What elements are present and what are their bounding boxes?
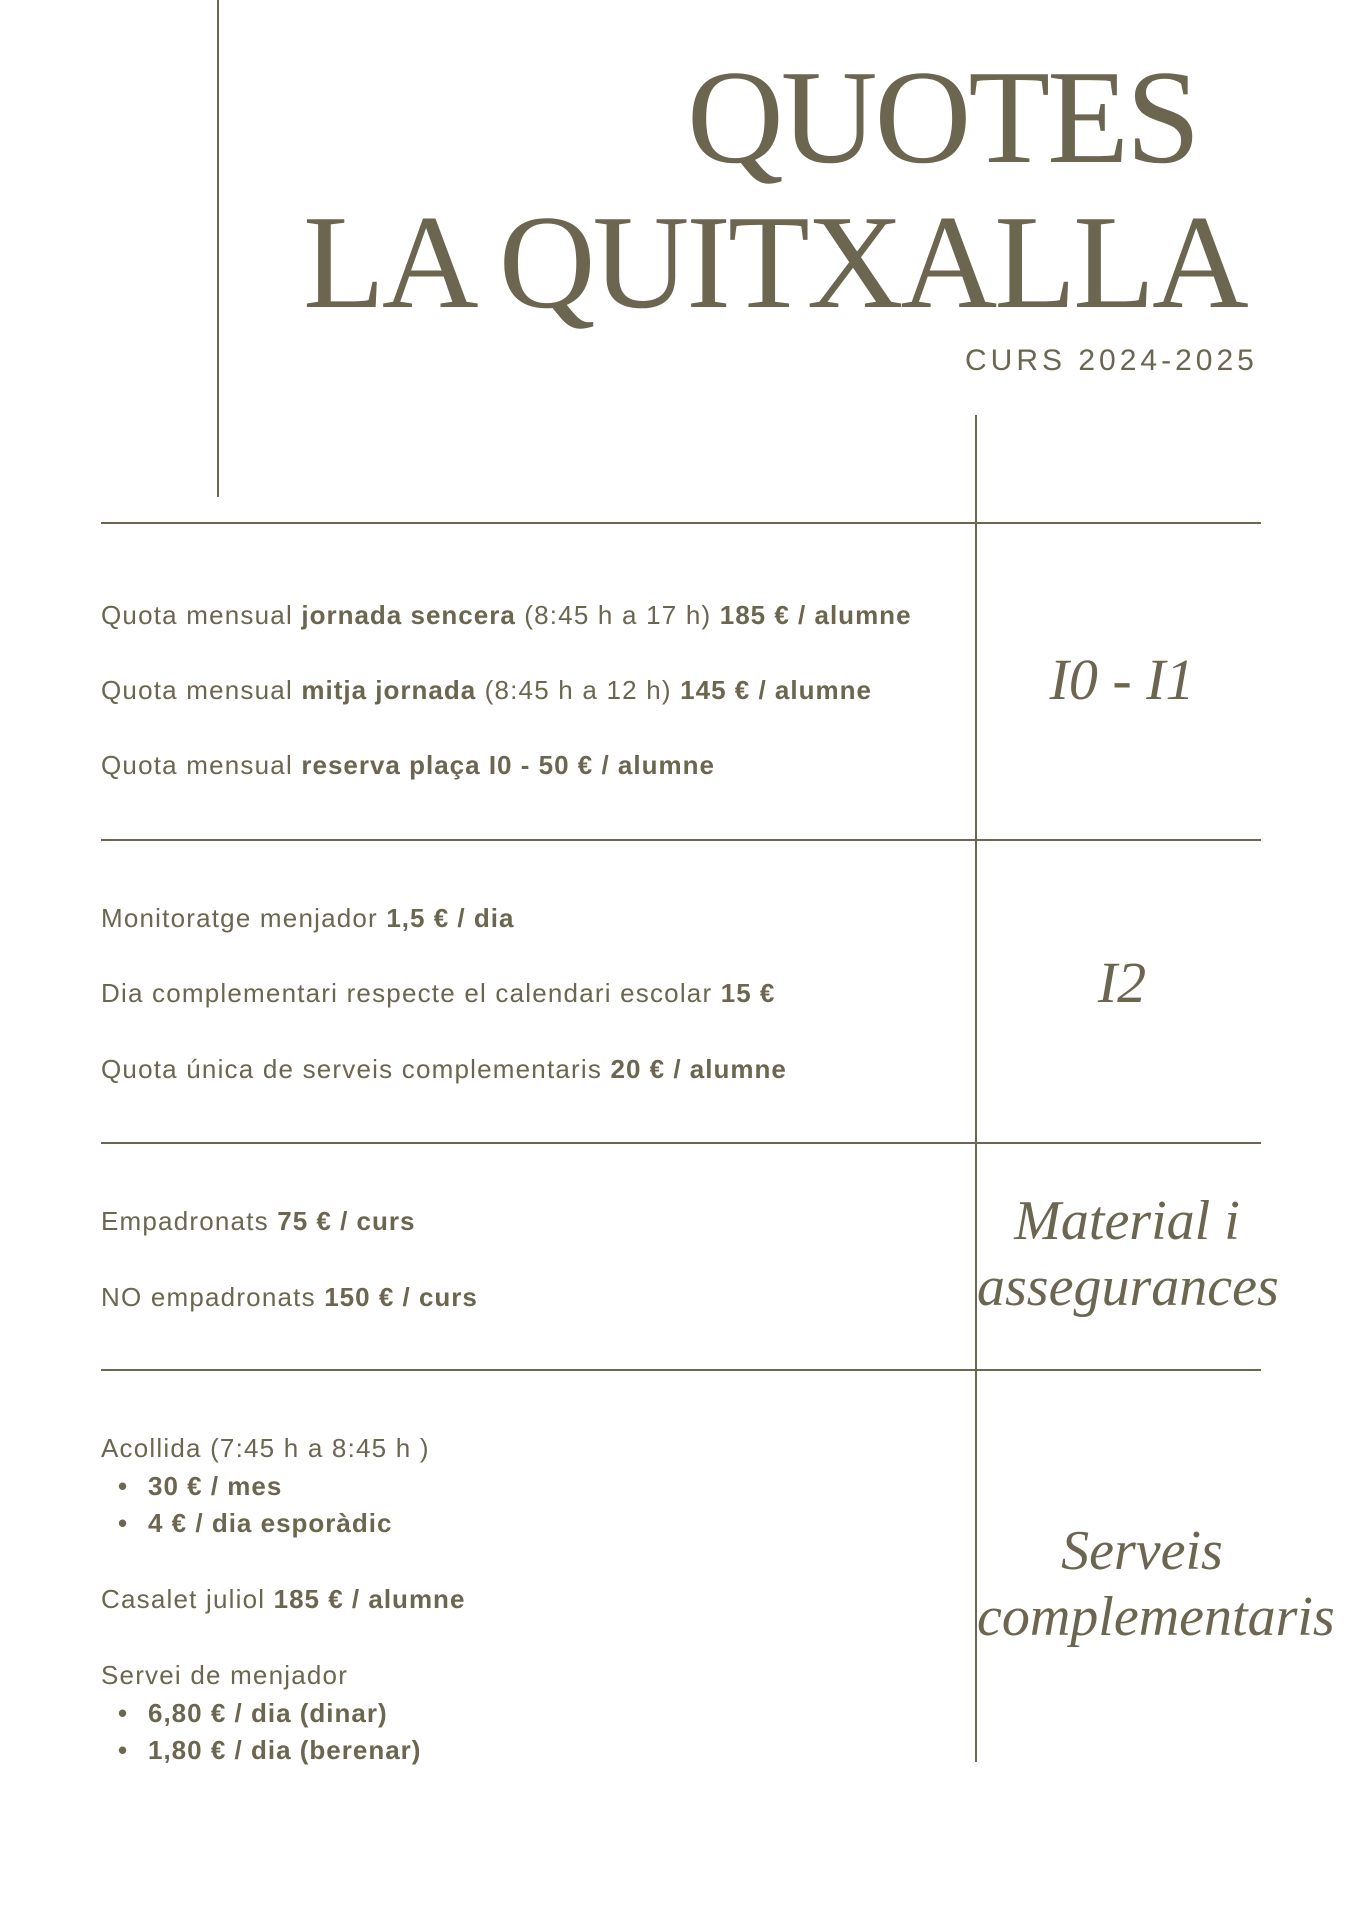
fee-row: Empadronats 75 € / curs — [101, 1206, 416, 1236]
fee-row: Monitoratge menjador 1,5 € / dia — [101, 903, 515, 933]
page-title-line1: QUOTES — [687, 43, 1198, 191]
horizontal-divider-4 — [101, 1369, 1261, 1371]
section-label-serveis: Serveis complementaris — [977, 1520, 1335, 1648]
horizontal-divider-1 — [101, 522, 1261, 524]
section-label-i0-i1: I0 - I1 — [1049, 647, 1195, 712]
list-item: • 4 € / dia esporàdic — [118, 1510, 392, 1536]
fee-row: Dia complementari respecte el calendari escolar 15 € — [101, 978, 776, 1008]
fee-row: Quota única de serveis complementaris 20 € / alumne — [101, 1054, 787, 1084]
fee-row: Quota mensual jornada sencera (8:45 h a 17 h) 185 € / alumne — [101, 600, 912, 630]
list-item: • 1,80 € / dia (berenar) — [118, 1737, 421, 1763]
fee-row: Casalet juliol 185 € / alumne — [101, 1584, 466, 1614]
acollida-title: Acollida (7:45 h a 8:45 h ) — [101, 1433, 430, 1463]
list-item: • 30 € / mes — [118, 1473, 282, 1499]
horizontal-divider-2 — [101, 839, 1261, 841]
fee-row: NO empadronats 150 € / curs — [101, 1282, 478, 1312]
page-title-line2: LA QUITXALLA — [303, 188, 1246, 336]
page-subtitle: CURS 2024-2025 — [965, 344, 1258, 377]
horizontal-divider-3 — [101, 1142, 1261, 1144]
vertical-divider-top — [217, 0, 219, 497]
menjador-title: Servei de menjador — [101, 1660, 349, 1690]
section-label-i2: I2 — [1097, 950, 1147, 1015]
list-item: • 6,80 € / dia (dinar) — [118, 1700, 388, 1726]
fee-row: Quota mensual mitja jornada (8:45 h a 12 h) 145 € / alumne — [101, 675, 872, 705]
fee-row: Quota mensual reserva plaça I0 - 50 € / alumne — [101, 750, 715, 780]
section-label-material: Material i assegurances — [977, 1190, 1279, 1318]
